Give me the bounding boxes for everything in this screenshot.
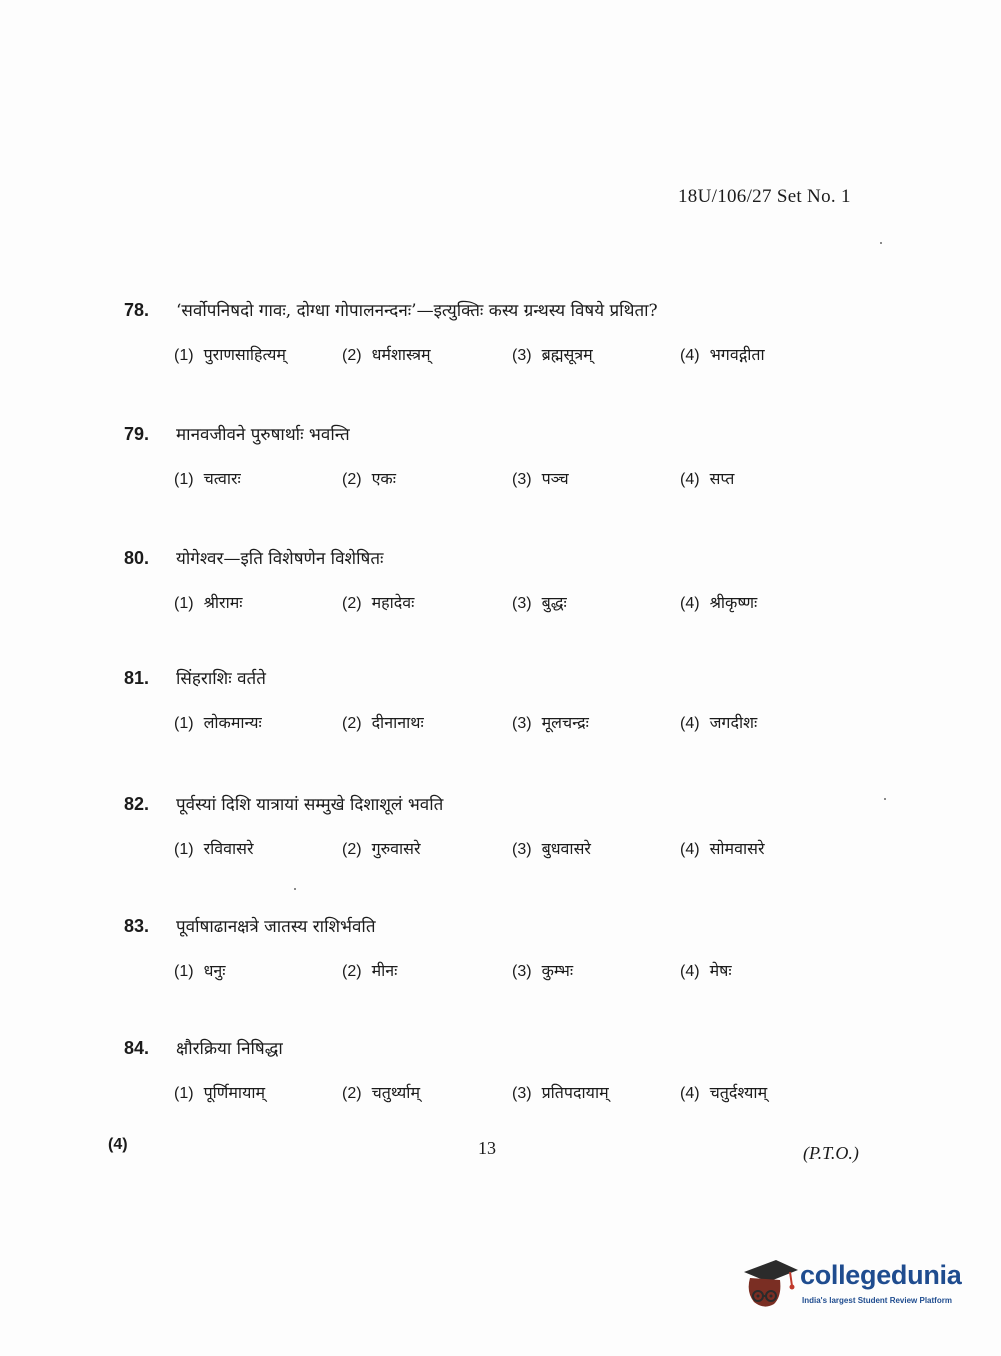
option-text: बुद्धः (541, 593, 567, 612)
option-3 (512, 591, 567, 613)
option-number: (3) (512, 1085, 532, 1102)
option-4 (680, 837, 765, 859)
option-text: जगदीशः (709, 713, 758, 732)
scan-speck (884, 798, 886, 800)
option-number: (2) (342, 715, 362, 732)
question-79 (124, 422, 924, 497)
collegedunia-watermark (740, 1252, 980, 1316)
option-text: रविवासरे (203, 839, 254, 858)
option-number: (4) (680, 1085, 700, 1102)
page-number: 13 (478, 1138, 496, 1158)
graduate-mascot-icon (740, 1252, 800, 1312)
option-4 (680, 343, 765, 365)
option-number: (2) (342, 841, 362, 858)
question-number: 82. (124, 794, 150, 814)
question-number: 84. (124, 1038, 150, 1058)
booklet-series-label: (4) (108, 1136, 128, 1153)
option-number: (1) (174, 347, 194, 364)
option-4 (680, 959, 732, 981)
question-text: पूर्वाषाढानक्षत्रे जातस्य राशिर्भवति (176, 917, 376, 937)
option-text: भगवद्गीता (709, 345, 765, 364)
option-text: प्रतिपदायाम् (541, 1083, 609, 1102)
option-1 (174, 467, 241, 489)
option-number: (3) (512, 963, 532, 980)
option-2 (342, 959, 397, 981)
question-84 (124, 1036, 924, 1111)
option-1 (174, 343, 286, 365)
question-text: क्षौरक्रिया निषिद्धा (176, 1039, 283, 1059)
option-text: धनुः (203, 961, 226, 980)
option-text: श्रीकृष्णः (709, 593, 758, 612)
brand-name: collegedunia (800, 1260, 962, 1290)
options-row (124, 343, 924, 373)
brand-tagline: India's largest Student Review Platform (802, 1296, 952, 1305)
scan-speck (880, 242, 882, 244)
option-1 (174, 711, 262, 733)
option-text: मूलचन्द्रः (541, 713, 589, 732)
option-3 (512, 711, 589, 733)
option-3 (512, 467, 569, 489)
option-text: एकः (371, 469, 396, 488)
option-text: लोकमान्यः (203, 713, 262, 732)
question-text: ‘सर्वोपनिषदो गावः, दोग्धा गोपालनन्दनः’—इत्युक्तिः कस्य ग्रन्थस्य विषये प्रथिता? (176, 301, 658, 321)
option-text: बुधवासरे (541, 839, 591, 858)
option-2 (342, 837, 421, 859)
option-text: कुम्भः (541, 961, 574, 980)
option-number: (2) (342, 347, 362, 364)
option-2 (342, 711, 424, 733)
option-number: (4) (680, 963, 700, 980)
option-text: चत्वारः (203, 469, 241, 488)
option-number: (2) (342, 595, 362, 612)
option-number: (2) (342, 471, 362, 488)
option-4 (680, 711, 757, 733)
option-text: सोमवासरे (709, 839, 765, 858)
option-number: (1) (174, 471, 194, 488)
question-81 (124, 666, 924, 741)
option-4 (680, 1081, 767, 1103)
question-78 (124, 298, 924, 373)
options-row (124, 837, 924, 867)
option-number: (4) (680, 841, 700, 858)
option-number: (1) (174, 595, 194, 612)
option-text: महादेवः (371, 593, 415, 612)
option-text: मेषः (709, 961, 732, 980)
option-text: मीनः (371, 961, 398, 980)
option-text: पुराणसाहित्यम् (203, 345, 286, 364)
question-80 (124, 546, 924, 621)
scan-speck (294, 888, 296, 890)
option-2 (342, 467, 396, 489)
option-3 (512, 837, 591, 859)
option-text: श्रीरामः (203, 593, 243, 612)
option-text: दीनानाथः (371, 713, 424, 732)
question-number: 83. (124, 916, 150, 936)
option-text: ब्रह्मसूत्रम् (541, 345, 593, 364)
option-2 (342, 591, 414, 613)
option-text: चतुर्दश्याम् (709, 1083, 768, 1102)
question-number: 78. (124, 300, 150, 320)
option-number: (3) (512, 715, 532, 732)
question-number: 80. (124, 548, 150, 568)
question-number: 81. (124, 668, 150, 688)
question-82 (124, 792, 924, 867)
option-number: (1) (174, 841, 194, 858)
option-text: सप्त (709, 469, 735, 488)
option-number: (2) (342, 1085, 362, 1102)
option-number: (4) (680, 715, 700, 732)
option-1 (174, 1081, 265, 1103)
option-3 (512, 1081, 609, 1103)
option-number: (3) (512, 347, 532, 364)
question-text: सिंहराशिः वर्तते (176, 669, 266, 689)
option-text: धर्मशास्त्रम् (371, 345, 431, 364)
option-text: चतुर्थ्याम् (371, 1083, 421, 1102)
option-number: (3) (512, 471, 532, 488)
option-number: (4) (680, 471, 700, 488)
option-number: (1) (174, 963, 194, 980)
set-code-header: 18U/106/27 Set No. 1 (678, 186, 851, 207)
option-3 (512, 959, 573, 981)
option-2 (342, 1081, 420, 1103)
option-text: पूर्णिमायाम् (203, 1083, 266, 1102)
question-text: योगेश्वर—इति विशेषणेन विशेषितः (176, 549, 384, 569)
option-1 (174, 591, 243, 613)
option-number: (2) (342, 963, 362, 980)
option-number: (4) (680, 347, 700, 364)
options-row (124, 591, 924, 621)
options-row (124, 467, 924, 497)
option-number: (3) (512, 841, 532, 858)
option-3 (512, 343, 593, 365)
option-text: पञ्च (541, 469, 569, 488)
question-83 (124, 914, 924, 989)
please-turn-over: (P.T.O.) (803, 1143, 859, 1163)
options-row (124, 959, 924, 989)
option-number: (3) (512, 595, 532, 612)
option-4 (680, 591, 757, 613)
options-row (124, 711, 924, 741)
question-text: पूर्वस्यां दिशि यात्रायां सम्मुखे दिशाशूलं भवति (176, 795, 444, 815)
question-text: मानवजीवने पुरुषार्थाः भवन्ति (176, 425, 350, 445)
option-number: (1) (174, 715, 194, 732)
option-1 (174, 837, 254, 859)
option-number: (4) (680, 595, 700, 612)
option-1 (174, 959, 226, 981)
option-4 (680, 467, 734, 489)
option-number: (1) (174, 1085, 194, 1102)
option-2 (342, 343, 431, 365)
options-row (124, 1081, 924, 1111)
question-number: 79. (124, 424, 150, 444)
option-text: गुरुवासरे (371, 839, 421, 858)
